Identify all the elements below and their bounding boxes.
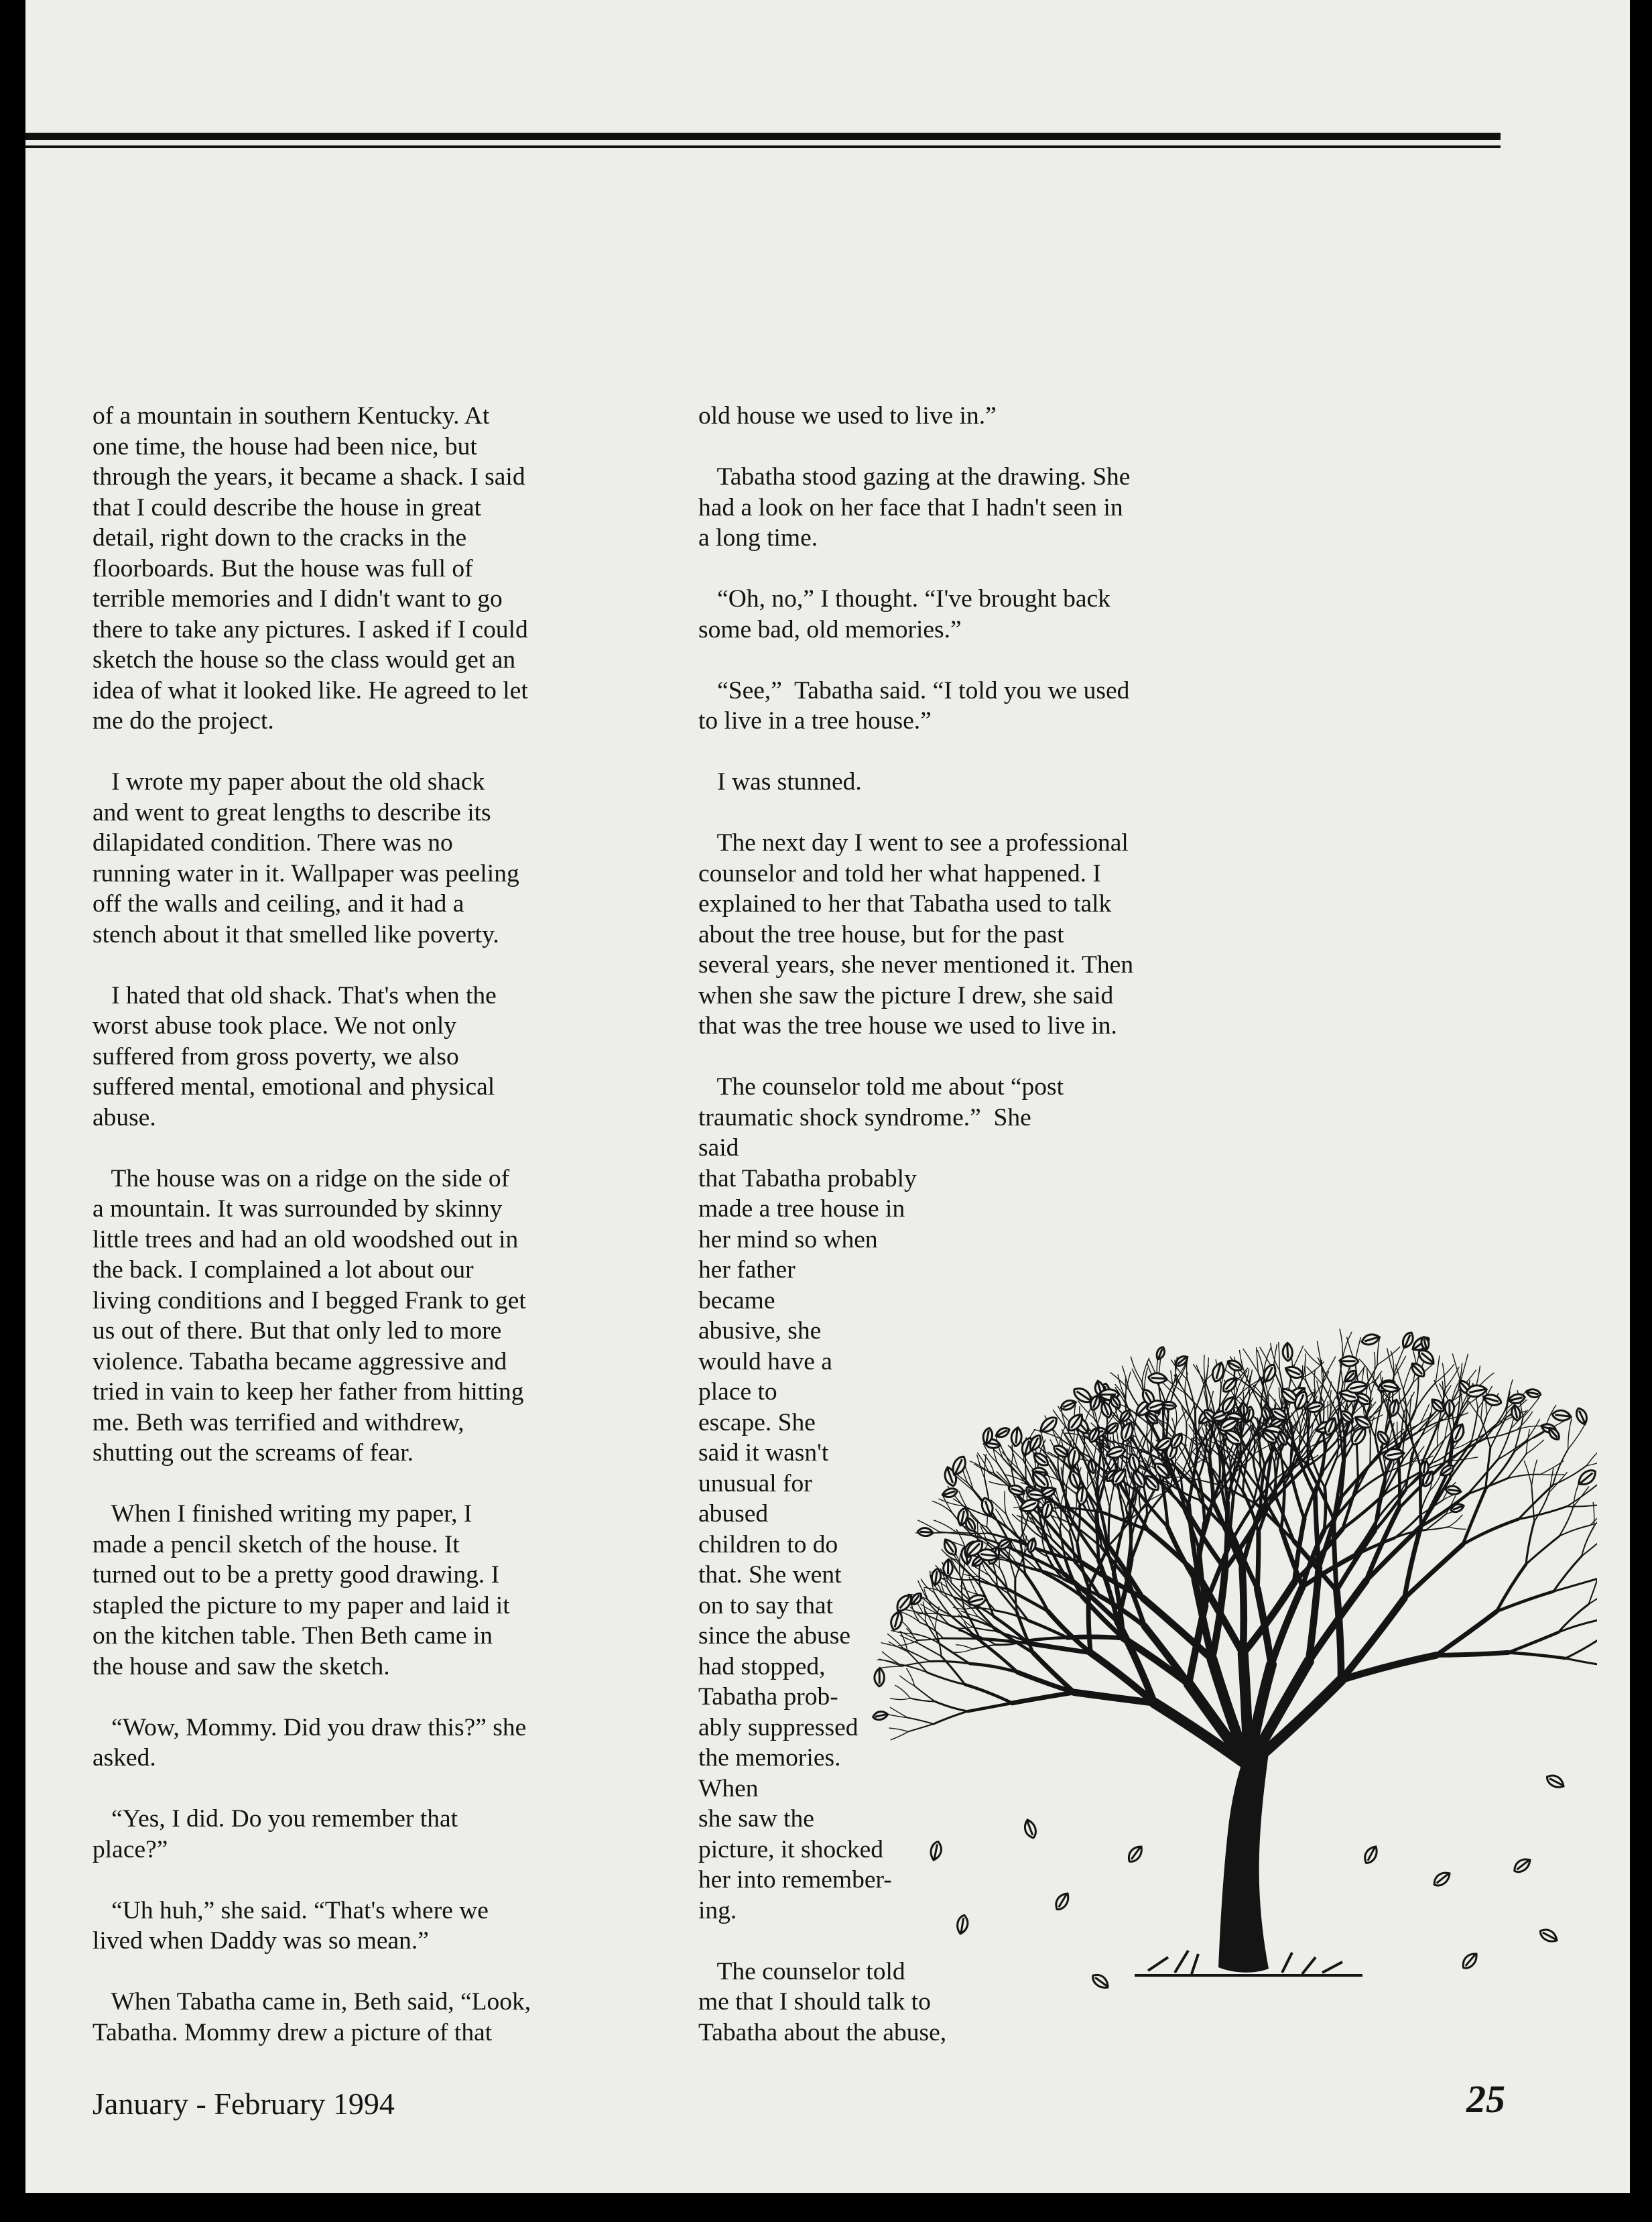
text-line: a long time. bbox=[698, 524, 818, 552]
text-line: that Tabatha probably bbox=[698, 1164, 917, 1192]
text-line: living conditions and I begged Frank to get bbox=[92, 1286, 526, 1314]
bare-tree-illustration bbox=[853, 1150, 1597, 2014]
text-line: abused bbox=[698, 1500, 769, 1528]
page-number: 25 bbox=[1466, 2077, 1505, 2121]
text-line: Tabatha prob- bbox=[698, 1683, 838, 1711]
text-line: me that I should talk to bbox=[698, 1988, 931, 2016]
text-line: ably suppressed bbox=[698, 1713, 859, 1741]
header-rule-thick bbox=[25, 133, 1501, 140]
text-line: through the years, it became a shack. I said bbox=[92, 463, 525, 491]
text-line: place?” bbox=[92, 1835, 168, 1863]
text-line: some bad, old memories.” bbox=[698, 615, 962, 643]
paragraph bbox=[698, 828, 1248, 1042]
text-line: there to take any pictures. I asked if I could bbox=[92, 615, 528, 643]
text-line: The house was on a ridge on the side of bbox=[92, 1164, 510, 1192]
text-line: on to say that bbox=[698, 1591, 834, 1619]
text-line: since the abuse bbox=[698, 1622, 850, 1650]
text-line: suffered mental, emotional and physical bbox=[92, 1073, 495, 1101]
text-line: that I could describe the house in great bbox=[92, 493, 482, 521]
text-line: about the tree house, but for the past bbox=[698, 920, 1064, 948]
text-line: tried in vain to keep her father from hitting bbox=[92, 1378, 524, 1406]
paragraph bbox=[698, 676, 1248, 737]
text-line: lived when Daddy was so mean.” bbox=[92, 1927, 429, 1955]
text-line: picture, it shocked bbox=[698, 1835, 883, 1863]
text-line: “See,” Tabatha said. “I told you we used bbox=[698, 676, 1130, 704]
text-line: on the kitchen table. Then Beth came in bbox=[92, 1622, 493, 1650]
text-line: counselor and told her what happened. I bbox=[698, 859, 1101, 887]
text-line: that was the tree house we used to live in. bbox=[698, 1012, 1117, 1040]
text-line: Tabatha. Mommy drew a picture of that bbox=[92, 2018, 493, 2046]
text-line: said it wasn't bbox=[698, 1439, 829, 1467]
paragraph bbox=[92, 1164, 642, 1469]
text-line: idea of what it looked like. He agreed to let bbox=[92, 676, 528, 704]
text-line: running water in it. Wallpaper was peeling bbox=[92, 859, 519, 887]
text-line: to live in a tree house.” bbox=[698, 707, 932, 735]
text-line: The counselor told bbox=[698, 1957, 905, 1985]
text-line: abuse. bbox=[92, 1103, 156, 1131]
text-line: stapled the picture to my paper and laid it bbox=[92, 1591, 510, 1619]
issue-date: January - February 1994 bbox=[92, 2087, 395, 2121]
text-line: ing. bbox=[698, 1896, 737, 1924]
text-line: old house we used to live in.” bbox=[698, 402, 997, 430]
text-line: detail, right down to the cracks in the bbox=[92, 524, 467, 552]
magazine-page bbox=[25, 0, 1630, 2193]
text-line: children to do bbox=[698, 1530, 838, 1558]
text-line: the memories. bbox=[698, 1744, 841, 1772]
paragraph bbox=[698, 767, 1248, 798]
text-line: sketch the house so the class would get an bbox=[92, 646, 516, 674]
text-line: said bbox=[698, 1134, 739, 1162]
text-line: Tabatha about the abuse, bbox=[698, 2018, 947, 2046]
text-line: place to bbox=[698, 1378, 777, 1406]
paragraph bbox=[698, 462, 1248, 554]
paragraph bbox=[92, 1499, 642, 1682]
paragraph bbox=[92, 1987, 642, 2048]
text-line: of a mountain in southern Kentucky. At bbox=[92, 402, 490, 430]
paragraph bbox=[92, 981, 642, 1133]
text-line: violence. Tabatha became aggressive and bbox=[92, 1347, 507, 1375]
text-line: When I finished writing my paper, I bbox=[92, 1500, 472, 1528]
text-line: floorboards. But the house was full of bbox=[92, 554, 473, 582]
text-line: turned out to be a pretty good drawing. I bbox=[92, 1561, 500, 1589]
text-line: “Uh huh,” she said. “That's where we bbox=[92, 1896, 489, 1924]
text-line: When bbox=[698, 1774, 759, 1802]
text-line: several years, she never mentioned it. Then bbox=[698, 951, 1134, 979]
paragraph bbox=[92, 767, 642, 950]
text-line: made a pencil sketch of the house. It bbox=[92, 1530, 460, 1558]
text-line: stench about it that smelled like poverty. bbox=[92, 920, 499, 948]
text-line: that. She went bbox=[698, 1561, 842, 1589]
text-line: shutting out the screams of fear. bbox=[92, 1439, 414, 1467]
text-line: Tabatha stood gazing at the drawing. She bbox=[698, 463, 1131, 491]
text-line: became bbox=[698, 1286, 775, 1314]
paragraph bbox=[92, 401, 642, 737]
text-line: me. Beth was terrified and withdrew, bbox=[92, 1408, 464, 1436]
text-line: abusive, she bbox=[698, 1317, 822, 1345]
text-line: her mind so when bbox=[698, 1225, 878, 1253]
text-line: dilapidated condition. There was no bbox=[92, 829, 453, 857]
text-line: “Wow, Mommy. Did you draw this?” she bbox=[92, 1713, 527, 1741]
text-line: traumatic shock syndrome.” She bbox=[698, 1103, 1031, 1131]
text-line: I was stunned. bbox=[698, 768, 862, 796]
text-line: me do the project. bbox=[92, 707, 274, 735]
text-line: made a tree house in bbox=[698, 1195, 905, 1223]
text-line: would have a bbox=[698, 1347, 832, 1375]
text-line: and went to great lengths to describe its bbox=[92, 798, 491, 826]
text-line: explained to her that Tabatha used to talk bbox=[698, 890, 1112, 918]
text-line: The next day I went to see a professional bbox=[698, 829, 1129, 857]
text-line: escape. She bbox=[698, 1408, 816, 1436]
tree-trunk bbox=[1218, 1753, 1269, 1973]
text-line: a mountain. It was surrounded by skinny bbox=[92, 1195, 503, 1223]
left-text-column bbox=[92, 401, 642, 2048]
text-line: I hated that old shack. That's when the bbox=[92, 981, 497, 1009]
text-line: when she saw the picture I drew, she said bbox=[698, 981, 1114, 1009]
text-line: had a look on her face that I hadn't seen in bbox=[698, 493, 1123, 521]
text-line: the back. I complained a lot about our bbox=[92, 1256, 474, 1284]
paragraph bbox=[698, 401, 1248, 432]
text-line: “Oh, no,” I thought. “I've brought back bbox=[698, 585, 1110, 613]
text-line: had stopped, bbox=[698, 1652, 826, 1680]
header-rule-thin bbox=[25, 145, 1501, 148]
text-line: “Yes, I did. Do you remember that bbox=[92, 1805, 458, 1833]
text-line: I wrote my paper about the old shack bbox=[92, 768, 485, 796]
text-line: The counselor told me about “post bbox=[698, 1073, 1064, 1101]
text-line: she saw the bbox=[698, 1805, 814, 1833]
text-line: her into remember- bbox=[698, 1866, 892, 1894]
text-line: one time, the house had been nice, but bbox=[92, 432, 477, 460]
text-line: suffered from gross poverty, we also bbox=[92, 1042, 459, 1070]
paragraph bbox=[92, 1896, 642, 1957]
text-line: asked. bbox=[92, 1744, 156, 1772]
text-line: When Tabatha came in, Beth said, “Look, bbox=[92, 1988, 531, 2016]
paragraph bbox=[92, 1713, 642, 1774]
paragraph bbox=[92, 1804, 642, 1865]
text-line: unusual for bbox=[698, 1469, 812, 1497]
text-line: worst abuse took place. We not only bbox=[92, 1012, 457, 1040]
text-line: her father bbox=[698, 1256, 796, 1284]
text-line: little trees and had an old woodshed out in bbox=[92, 1225, 519, 1253]
text-line: terrible memories and I didn't want to go bbox=[92, 585, 503, 613]
paragraph bbox=[698, 584, 1248, 645]
text-line: off the walls and ceiling, and it had a bbox=[92, 890, 464, 918]
text-line: us out of there. But that only led to more bbox=[92, 1317, 502, 1345]
text-line: the house and saw the sketch. bbox=[92, 1652, 390, 1680]
